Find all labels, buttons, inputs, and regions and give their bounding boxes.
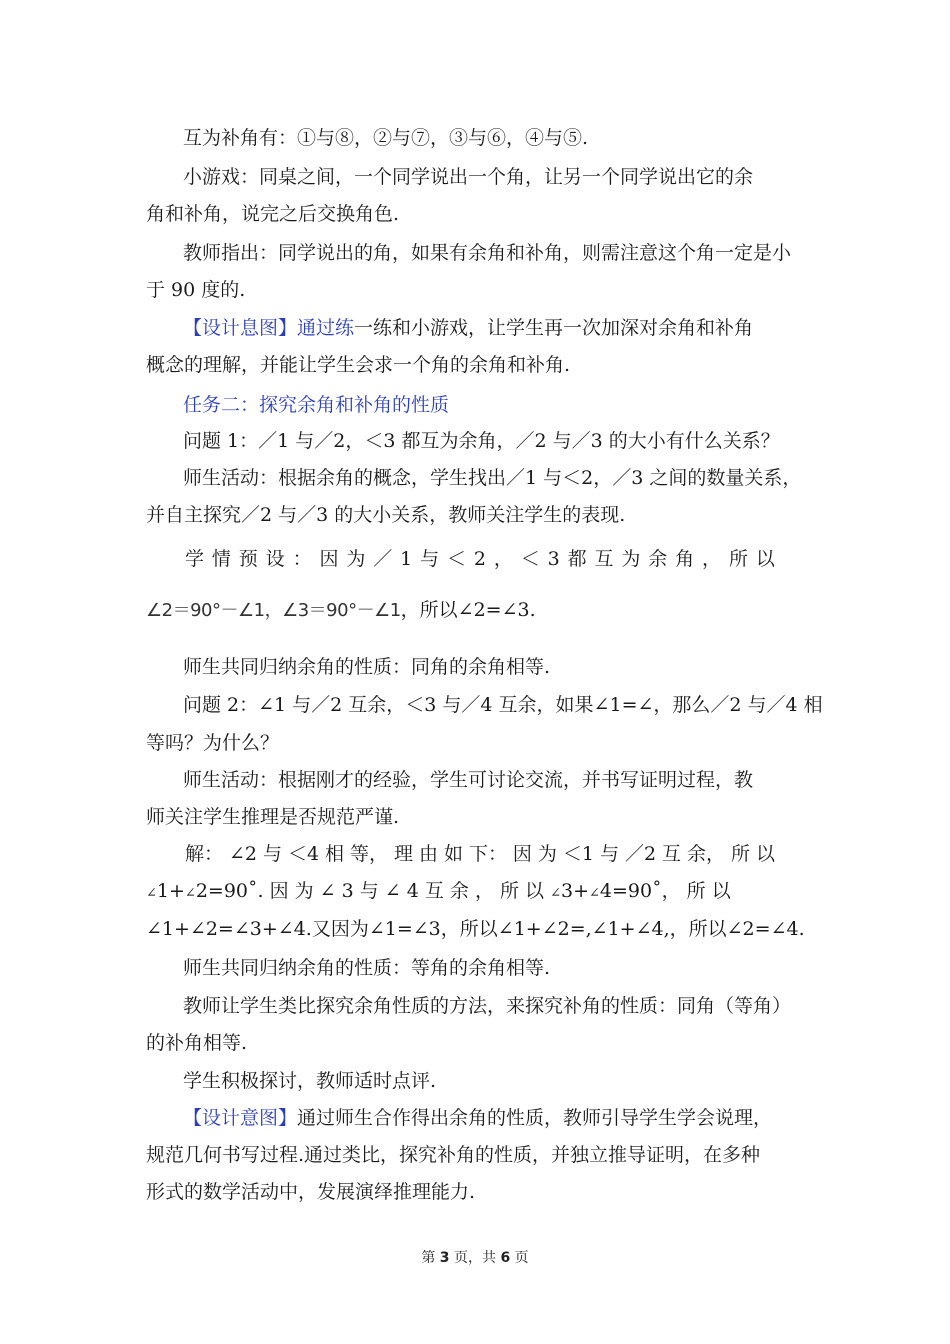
footer-prefix: 第 [421, 1250, 436, 1266]
footer-page-number: 3 [439, 1250, 450, 1266]
angle-symbol: ∠ [146, 886, 157, 901]
paragraph-property2: 师生共同归纳余角的性质：等角的余角相等. [183, 957, 551, 979]
word: 预 [238, 548, 258, 570]
word: 都 [567, 548, 587, 570]
paragraph-design-intent-2-line2: 规范几何书写过程.通过类比，探究补角的性质，并独立推导证明，在多种 [146, 1144, 761, 1166]
paragraph-design-intent-2-line1 [183, 1105, 772, 1131]
word: ＜ [446, 548, 466, 570]
solution-text: 1+ [156, 880, 185, 902]
paragraph-solution-line3: ∠1+∠2=∠3+∠4.又因为∠1=∠3，所以∠1+∠2=,∠1+∠4,，所以∠2=∠4. [146, 918, 805, 940]
word: 为 [346, 548, 366, 570]
paragraph-teacher-note-line2: 于 90 度的. [146, 279, 246, 301]
paragraph-discussion: 学生积极探讨，教师适时点评. [183, 1070, 437, 1092]
paragraph-preset-line2 [146, 597, 536, 624]
word: 设 [265, 548, 285, 570]
word: ＜ [520, 548, 540, 570]
word: 解： [185, 843, 224, 865]
word: 互 [662, 843, 682, 865]
paragraph-question1: 问题 1：／1 与／2，＜3 都互为余角，／2 与／3 的大小有什么关系？ [183, 430, 780, 452]
word: 为 [621, 548, 641, 570]
word: 等， [350, 843, 389, 865]
page-footer [0, 1247, 950, 1267]
paragraph-design-intent-1-line2: 概念的理解，并能让学生会求一个角的余角和补角. [146, 354, 571, 376]
word: 以 [755, 548, 775, 570]
word: 如 [443, 843, 463, 865]
paragraph-analogy-line2: 的补角相等. [146, 1032, 248, 1054]
word: 学 [185, 548, 205, 570]
footer-mid: 页，共 [454, 1250, 496, 1266]
word: 1 [400, 548, 413, 570]
angle-symbol: ∠ [589, 886, 600, 901]
paragraph-solution-line2 [146, 878, 776, 907]
word: 余 [648, 548, 668, 570]
word: 下： [468, 843, 507, 865]
angle-symbol: ∠ [184, 886, 196, 901]
word: 余， [686, 843, 725, 865]
paragraph-activity1-line2: 并自主探究／2 与／3 的大小关系，教师关注学生的表现. [146, 504, 626, 526]
solution-text: 3+ [561, 880, 590, 902]
word: 因 [319, 548, 339, 570]
word: 所 [728, 548, 748, 570]
design-intent-blue-text: 通过练 [297, 317, 355, 339]
word: ＜4 [287, 843, 320, 865]
word: 以 [755, 843, 775, 865]
word: 为 [537, 843, 557, 865]
paragraph-property1: 师生共同归纳余角的性质：同角的余角相等. [183, 656, 551, 678]
design-intent-tag: 【设计息图】 [183, 317, 298, 339]
word: 与 [420, 548, 440, 570]
angle-symbol: ∠ [550, 886, 561, 901]
paragraph-game-line1: 小游戏：同桌之间，一个同学说出一个角，让另一个同学说出它的余 [183, 166, 754, 188]
paragraph-activity2-line2: 师关注学生推理是否规范严谨. [146, 806, 400, 828]
paragraph-game-line2: 角和补角，说完之后交换角色. [146, 203, 400, 225]
equation-image: ∠2＝90°－∠1，∠3＝90°－∠1 [146, 600, 401, 621]
word: 情 [211, 548, 231, 570]
word: ／ [373, 548, 393, 570]
design-intent-text: 一练和小游戏，让学生再一次加深对余角和补角 [354, 317, 754, 339]
preset-conclusion: ，所以∠2=∠3. [400, 599, 536, 621]
paragraph-teacher-note-line1: 教师指出：同学说出的角，如果有余角和补角，则需注意这个角一定是小 [183, 242, 792, 264]
paragraph-solution-line1 [185, 841, 775, 867]
word: ／2 [624, 843, 657, 865]
word: ： [292, 548, 312, 570]
design-intent-text: 通过师生合作得出余角的性质，教师引导学生学会说理， [297, 1107, 773, 1129]
paragraph-question2-line2: 等吗？为什么？ [146, 732, 280, 754]
word: 互 [594, 548, 614, 570]
paragraph-preset-line1 [185, 546, 775, 572]
paragraph-supplementary-pairs: 互为补角有：①与⑧，②与⑦，③与⑥，④与⑤. [183, 127, 589, 149]
word: 所 [730, 843, 750, 865]
paragraph-activity1-line1: 师生活动：根据余角的概念，学生找出／1 与＜2，／3 之间的数量关系， [183, 467, 802, 489]
paragraph-activity2-line1: 师生活动：根据刚才的经验，学生可讨论交流，并书写证明过程，教 [183, 769, 754, 791]
footer-suffix: 页 [514, 1250, 529, 1266]
paragraph-analogy-line1: 教师让学生类比探究余角性质的方法，来探究补角的性质：同角（等角） [183, 995, 792, 1017]
solution-text: ˚. 因 为 ∠ 3 与 ∠ 4 互 余 ， 所 以 [248, 880, 545, 902]
paragraph-design-intent-2-line3: 形式的数学活动中，发展演绎推理能力. [146, 1181, 476, 1203]
word: 理 [393, 843, 413, 865]
word: ∠2 [228, 843, 257, 865]
footer-total-pages: 6 [500, 1250, 511, 1266]
word: 与 [599, 843, 619, 865]
solution-text: ˚， 所 以 [652, 880, 731, 902]
solution-text: 2=90 [195, 880, 249, 902]
paragraph-design-intent-1-line1 [183, 315, 753, 341]
word: 相 [325, 843, 345, 865]
paragraph-question2-line1: 问题 2：∠1 与／2 互余，＜3 与／4 互余，如果∠1=∠，那么／2 与／4 相 [183, 694, 823, 716]
word: 与 [262, 843, 282, 865]
solution-text: 4=90 [599, 880, 653, 902]
word: ， [493, 548, 513, 570]
word: 2 [473, 548, 486, 570]
word: 因 [512, 843, 532, 865]
word: ， [702, 548, 722, 570]
word: 3 [547, 548, 560, 570]
section-heading-task2: 任务二：探究余角和补角的性质 [183, 394, 450, 416]
word: 由 [418, 843, 438, 865]
word: 角 [675, 548, 695, 570]
design-intent-tag: 【设计意图】 [183, 1107, 298, 1129]
word: ＜1 [562, 843, 594, 865]
